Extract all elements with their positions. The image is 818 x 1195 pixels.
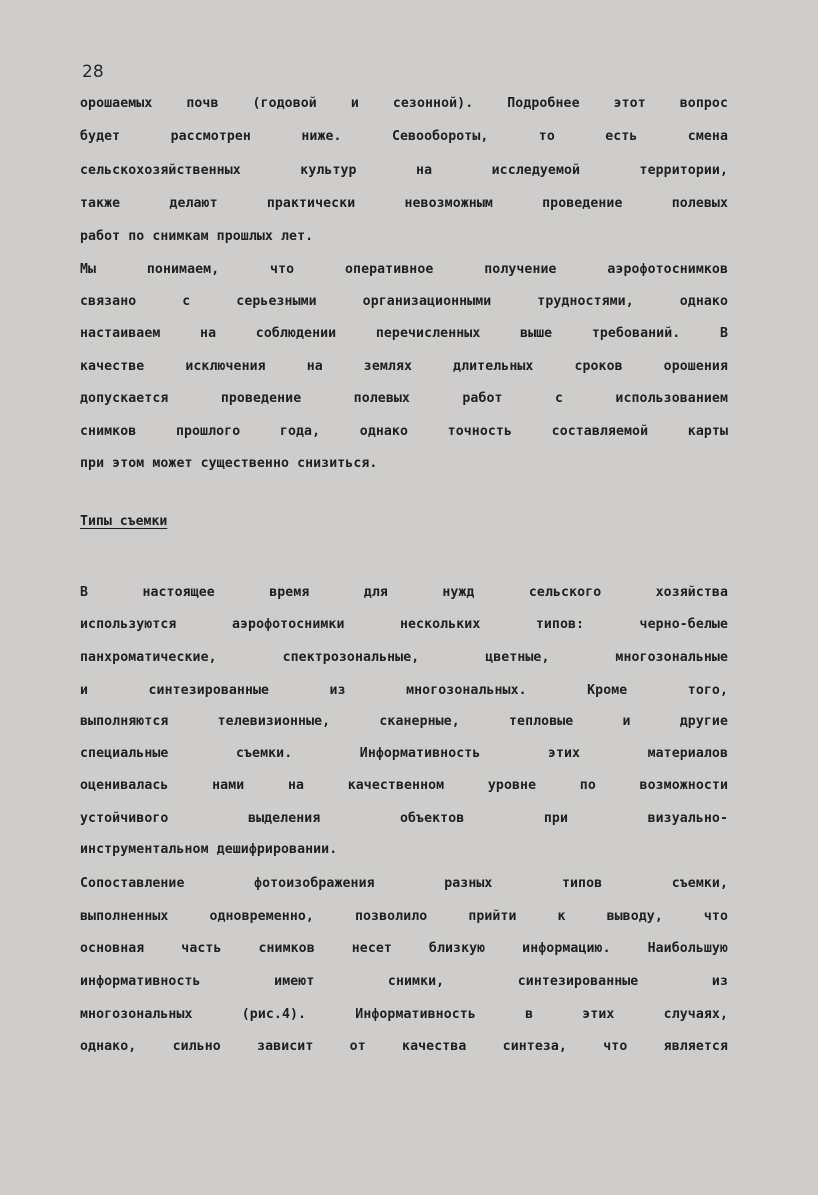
text-line: оценивалась нами на качественном уровне по возможности	[80, 778, 728, 793]
text-line: специальные съемки. Информативность этих материалов	[80, 746, 728, 761]
text-line: настаиваем на соблюдении перечисленных выше требований. В	[80, 326, 728, 341]
text-line: при этом может существенно снизиться.	[80, 456, 378, 471]
text-line: связано с серьезными организационными трудностями, однако	[80, 294, 728, 309]
text-line: однако, сильно зависит от качества синтеза, что является	[80, 1039, 728, 1054]
text-line: устойчивого выделения объектов при визуально-	[80, 811, 728, 826]
text-line: многозональных (рис.4). Информативность в этих случаях,	[80, 1007, 728, 1022]
section-heading: Типы съемки	[80, 514, 168, 529]
page-number: 28	[82, 62, 104, 82]
text-line: Мы понимаем, что оперативное получение аэрофотоснимков	[80, 262, 728, 277]
text-line: используются аэрофотоснимки нескольких типов: черно-белые	[80, 617, 728, 632]
text-line: также делают практически невозможным проведение полевых	[80, 196, 728, 211]
text-line: выполненных одновременно, позволило прийти к выводу, что	[80, 909, 728, 924]
text-line: качестве исключения на землях длительных сроков орошения	[80, 359, 728, 374]
text-line: орошаемых почв (годовой и сезонной). Подробнее этот вопрос	[80, 96, 728, 111]
text-line: работ по снимкам прошлых лет.	[80, 229, 314, 244]
text-line: будет рассмотрен ниже. Севообороты, то есть смена	[80, 129, 728, 144]
text-line: Сопоставление фотоизображения разных типов съемки,	[80, 876, 728, 891]
text-line: допускается проведение полевых работ с использованием	[80, 391, 728, 406]
text-line: В настоящее время для нужд сельского хозяйства	[80, 585, 728, 600]
text-line: инструментальном дешифрировании.	[80, 842, 338, 857]
text-line: информативность имеют снимки, синтезированные из	[80, 974, 728, 989]
text-line: панхроматические, спектрозональные, цветные, многозональные	[80, 650, 728, 665]
text-line: и синтезированные из многозональных. Кроме того,	[80, 683, 728, 698]
text-line: основная часть снимков несет близкую информацию. Наибольшую	[80, 941, 728, 956]
text-line: снимков прошлого года, однако точность составляемой карты	[80, 424, 728, 439]
text-line: выполняются телевизионные, сканерные, тепловые и другие	[80, 714, 728, 729]
text-line: сельскохозяйственных культур на исследуемой территории,	[80, 163, 728, 178]
